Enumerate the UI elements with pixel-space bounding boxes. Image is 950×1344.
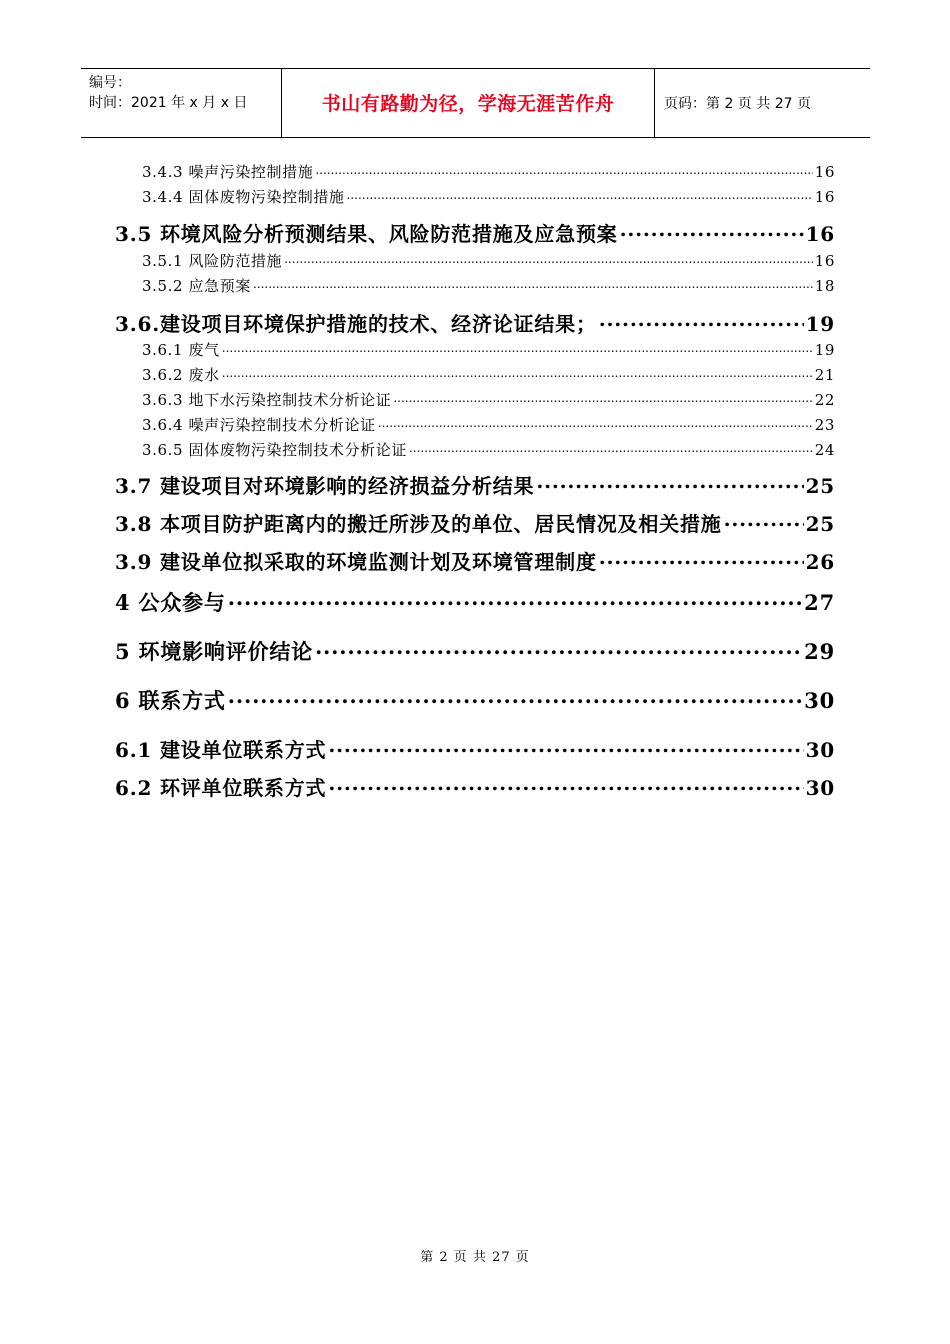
toc-entry-page: 30 [804,688,835,713]
toc-entry-title: 6.1 建设单位联系方式 [115,738,327,762]
toc-entry[interactable] [115,587,835,615]
toc-entry-title: 3.6.2 废水 [142,366,220,384]
toc-entry[interactable] [115,636,835,664]
toc-entry-title: 3.5 环境风险分析预测结果、风险防范措施及应急预案 [115,222,618,246]
toc-entry[interactable] [115,685,835,713]
toc-entry-page: 22 [814,391,835,409]
toc-entry-title: 3.6.3 地下水污染控制技术分析论证 [142,391,392,409]
toc-entry[interactable] [142,250,835,272]
toc-entry-title: 3.4.3 噪声污染控制措施 [142,163,314,181]
toc-entry[interactable] [115,218,835,244]
toc-leader [284,251,813,266]
toc-entry-page: 30 [805,776,835,800]
toc-leader [599,311,804,331]
toc-entry-page: 21 [814,366,835,384]
toc-entry-title: 3.6.4 噪声污染控制技术分析论证 [142,416,376,434]
toc-leader [347,187,813,202]
toc-entry-page: 16 [814,252,835,270]
toc-entry[interactable] [142,364,835,386]
toc-leader [222,340,813,355]
toc-leader [599,549,804,569]
toc-leader [328,737,803,757]
page-footer: 第 2 页 共 27 页 [420,1250,530,1265]
toc-entry-page: 16 [805,222,835,246]
document-header [81,68,870,138]
toc-entry-title: 3.6.5 固体废物污染控制技术分析论证 [142,441,407,459]
toc-entry[interactable] [115,470,835,496]
toc-entry-page: 18 [814,277,835,295]
toc-leader [315,638,802,659]
toc-leader [253,276,813,291]
toc-entry[interactable] [115,308,835,334]
toc-entry-page: 30 [805,738,835,762]
header-divider [654,69,655,137]
toc-entry[interactable] [142,186,835,208]
toc-entry[interactable] [115,772,835,798]
toc-entry-title: 3.8 本项目防护距离内的搬迁所涉及的单位、居民情况及相关措施 [115,512,722,536]
toc-entry-page: 29 [804,639,835,664]
header-divider [281,69,282,137]
toc-entry[interactable] [142,161,835,183]
toc-entry-title: 3.5.1 风险防范措施 [142,252,283,270]
number-label: 编号： [89,75,131,91]
toc-leader [328,775,803,795]
toc-leader [724,511,804,531]
toc-entry-title: 6.2 环评单位联系方式 [115,776,327,800]
toc-entry-page: 25 [805,474,835,498]
toc-entry[interactable] [142,275,835,297]
toc-leader [393,390,812,405]
header-meta [89,73,247,113]
toc-leader [228,687,802,708]
toc-entry-title: 3.9 建设单位拟采取的环境监测计划及环境管理制度 [115,550,597,574]
toc-leader [222,365,813,380]
toc-entry-title: 5 环境影响评价结论 [115,639,313,664]
toc-entry[interactable] [115,546,835,572]
toc-entry-page: 19 [814,341,835,359]
toc-entry-title: 3.5.2 应急预案 [142,277,251,295]
toc-entry-page: 24 [814,441,835,459]
toc-entry-page: 25 [805,512,835,536]
toc-entry-title: 3.7 建设项目对环境影响的经济损益分析结果 [115,474,535,498]
toc-entry[interactable] [142,339,835,361]
toc-entry[interactable] [115,508,835,534]
toc-entry-page: 26 [805,550,835,574]
toc-entry-page: 27 [804,590,835,615]
toc-leader [228,589,802,610]
toc-entry-title: 3.6.1 废气 [142,341,220,359]
toc-entry-page: 16 [814,163,835,181]
toc-entry-page: 19 [805,312,835,336]
toc-entry[interactable] [115,734,835,760]
header-page-info: 页码：第 2 页 共 27 页 [664,96,811,112]
toc-leader [620,221,804,241]
toc-leader [409,440,813,455]
toc-entry[interactable] [142,414,835,436]
toc-entry-title: 3.4.4 固体废物污染控制措施 [142,188,345,206]
toc-entry[interactable] [142,439,835,461]
toc-entry-title: 6 联系方式 [115,688,226,713]
toc-entry-page: 16 [814,188,835,206]
toc-leader [315,162,812,177]
toc-entry-title: 4 公众参与 [115,590,226,615]
toc-entry[interactable] [142,389,835,411]
toc-leader [378,415,813,430]
toc-leader [536,473,803,493]
time-label: 时间：2021 年 x 月 x 日 [89,95,248,111]
header-motto: 书山有路勤为径，学海无涯苦作舟 [321,93,615,115]
toc-entry-page: 23 [814,416,835,434]
toc-entry-title: 3.6.建设项目环境保护措施的技术、经济论证结果； [115,312,597,336]
